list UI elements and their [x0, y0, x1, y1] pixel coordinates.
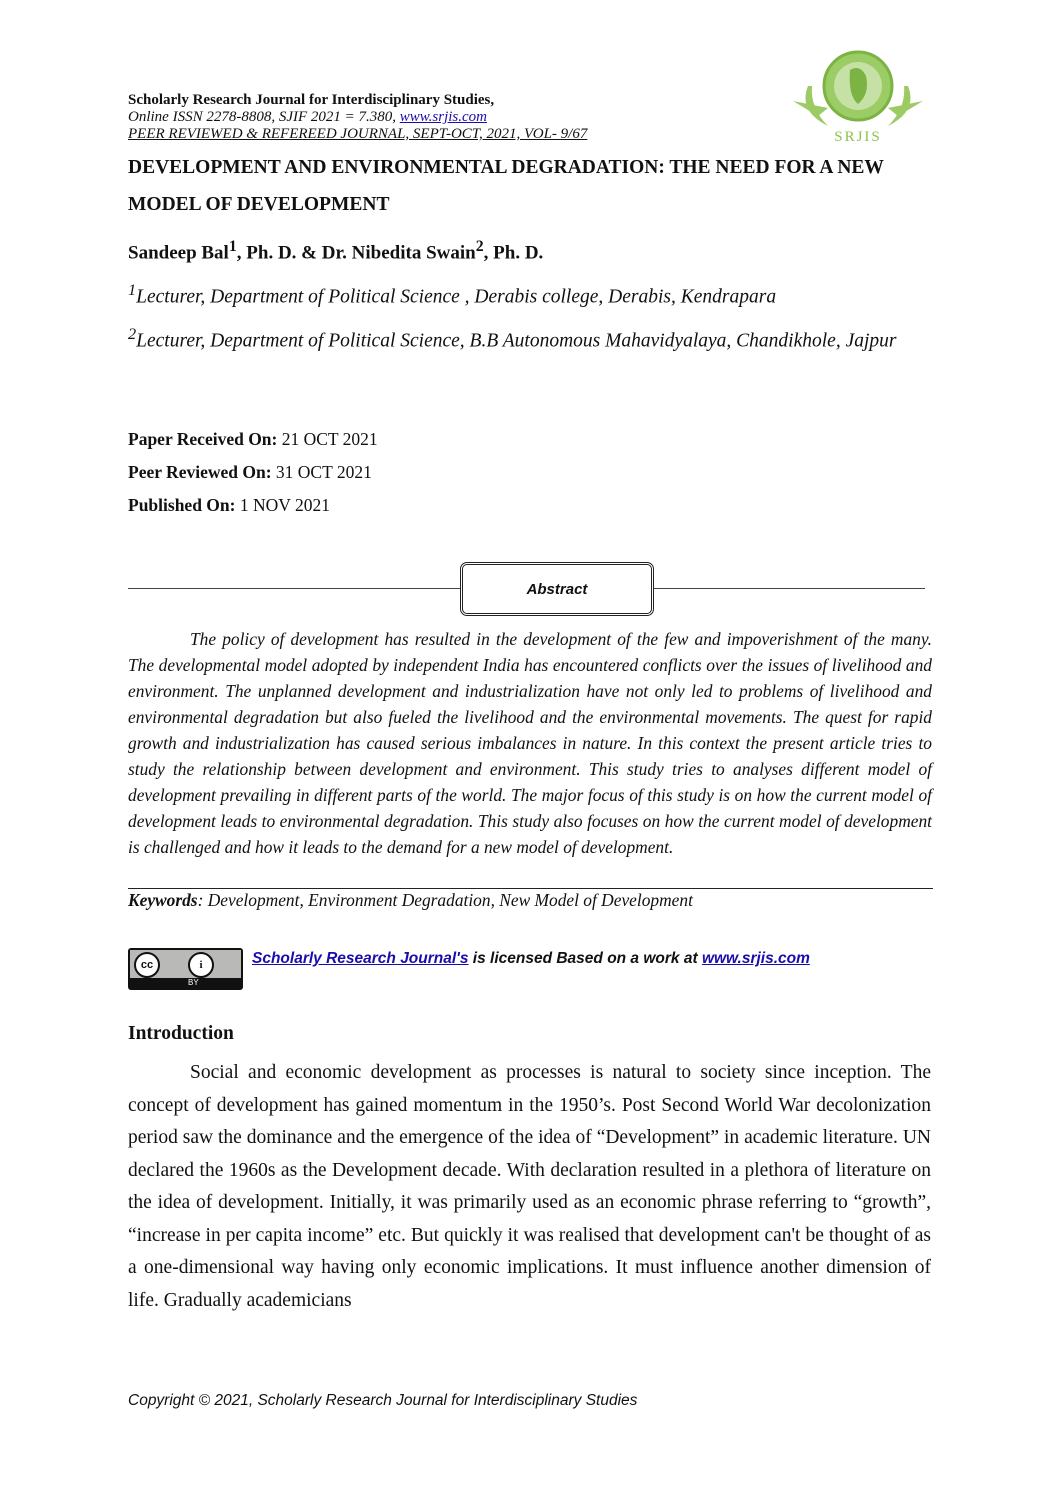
affiliation-2: [128, 316, 933, 360]
author-1-sup: 1: [228, 238, 237, 255]
srjis-logo: [788, 46, 928, 146]
reviewed-label: Peer Reviewed On:: [128, 462, 272, 482]
journal-issn: [128, 109, 487, 126]
affiliation-sup: 1: [128, 281, 137, 299]
keywords-value: : Development, Environment Degradation, New Model of Development: [197, 890, 693, 910]
keywords: [128, 890, 693, 911]
abstract-text: The policy of development has resulted in the development of the few and impoverishment of the many. The developmental model adopted by independent India has encountered conflicts over the issues of livelihood and environment. The unplanned development and industrialization have not only led to problems of livelihood and environmental degradation but also fueled the livelihood and the environmental movements. The quest for rapid growth and industrialization has caused serious imbalances in nature. In this context the present article tries to study the relationship between development and environment. This study tries to analyses different model of development prevailing in different parts of the world. The major focus of this study is on how the current model of development leads to environmental degradation. This study also focuses on how the current model of development is challenged and how it leads to the demand for a new model of development.: [128, 629, 932, 857]
reviewed-value: 31 OCT 2021: [271, 462, 372, 482]
peer-review-line: PEER REVIEWED & REFEREED JOURNAL, SEPT-OCT, 2021, VOL- 9/67: [128, 126, 588, 142]
abstract-rule: [128, 888, 933, 889]
by-label: BY: [188, 978, 199, 987]
srjis-link[interactable]: www.srjis.com: [701, 950, 810, 967]
journal-link[interactable]: Scholarly Research Journal's: [252, 950, 469, 967]
published-value: 1 NOV 2021: [235, 495, 330, 515]
page-footer: Copyright © 2021, Scholarly Research Journal for Interdisciplinary Studies: [128, 1392, 638, 1409]
introduction-text: Social and economic development as processes is natural to society since inception. The concept of development has gained momentum in the 1950’s. Post Second World War decolonization period saw the dominance and the emergence of the idea of “Development” in academic literature. UN declared the 1960s as the Development decade. With declaration resulted in a plethora of literature on the idea of development. Initially, it was primarily used as an economic phrase referring to “growth”, “increase in per capita income” etc. But quickly it was realised that development can't be thought of as a one-dimensional way having only economic implications. It must influence another dimension of life. Gradually academicians: [128, 1062, 931, 1311]
issn-text: Online ISSN 2278-8808, SJIF 2021 = 7.380,: [128, 109, 400, 125]
cc-icon: cc: [134, 952, 160, 978]
affiliation-text: Lecturer, Department of Political Science, B.B Autonomous Mahavidyalaya, Chandikhole, Jajpur: [136, 330, 897, 351]
affiliation-text: Lecturer, Department of Political Science , Derabis college, Derabis, Kendrapara: [136, 286, 777, 308]
affiliation-sup: 2: [128, 324, 137, 343]
affiliation-1: [128, 272, 933, 316]
author-2-sup: 2: [475, 238, 484, 255]
paper-title: DEVELOPMENT AND ENVIRONMENTAL DEGRADATION: THE NEED FOR A NEW MODEL OF DEVELOPMENT: [128, 157, 884, 215]
published-date: [128, 489, 378, 522]
affiliations: [128, 272, 933, 359]
received-date: [128, 423, 378, 456]
keywords-label: Keywords: [128, 890, 198, 910]
received-value: 21 OCT 2021: [277, 429, 378, 449]
license-middle: is licensed Based on a work at: [468, 950, 702, 967]
authors: [128, 238, 543, 264]
journal-website-link[interactable]: www.srjis.com: [399, 109, 488, 125]
received-label: Paper Received On:: [128, 429, 278, 449]
abstract-heading: Abstract: [460, 562, 654, 616]
author-2: , Ph. D. & Dr. Nibedita Swain: [236, 242, 476, 264]
author-suffix: , Ph. D.: [483, 242, 544, 264]
reviewed-date: [128, 456, 378, 489]
published-label: Published On:: [128, 495, 236, 515]
cc-by-badge[interactable]: [128, 948, 243, 990]
logo-text: SRJIS: [834, 129, 882, 145]
license-text: [252, 950, 810, 968]
attribution-person-icon: i: [188, 952, 214, 978]
paper-dates: [128, 423, 378, 522]
author-1: Sandeep Bal: [128, 242, 229, 264]
journal-name: Scholarly Research Journal for Interdisciplinary Studies,: [128, 92, 495, 108]
introduction-heading: Introduction: [128, 1023, 234, 1044]
